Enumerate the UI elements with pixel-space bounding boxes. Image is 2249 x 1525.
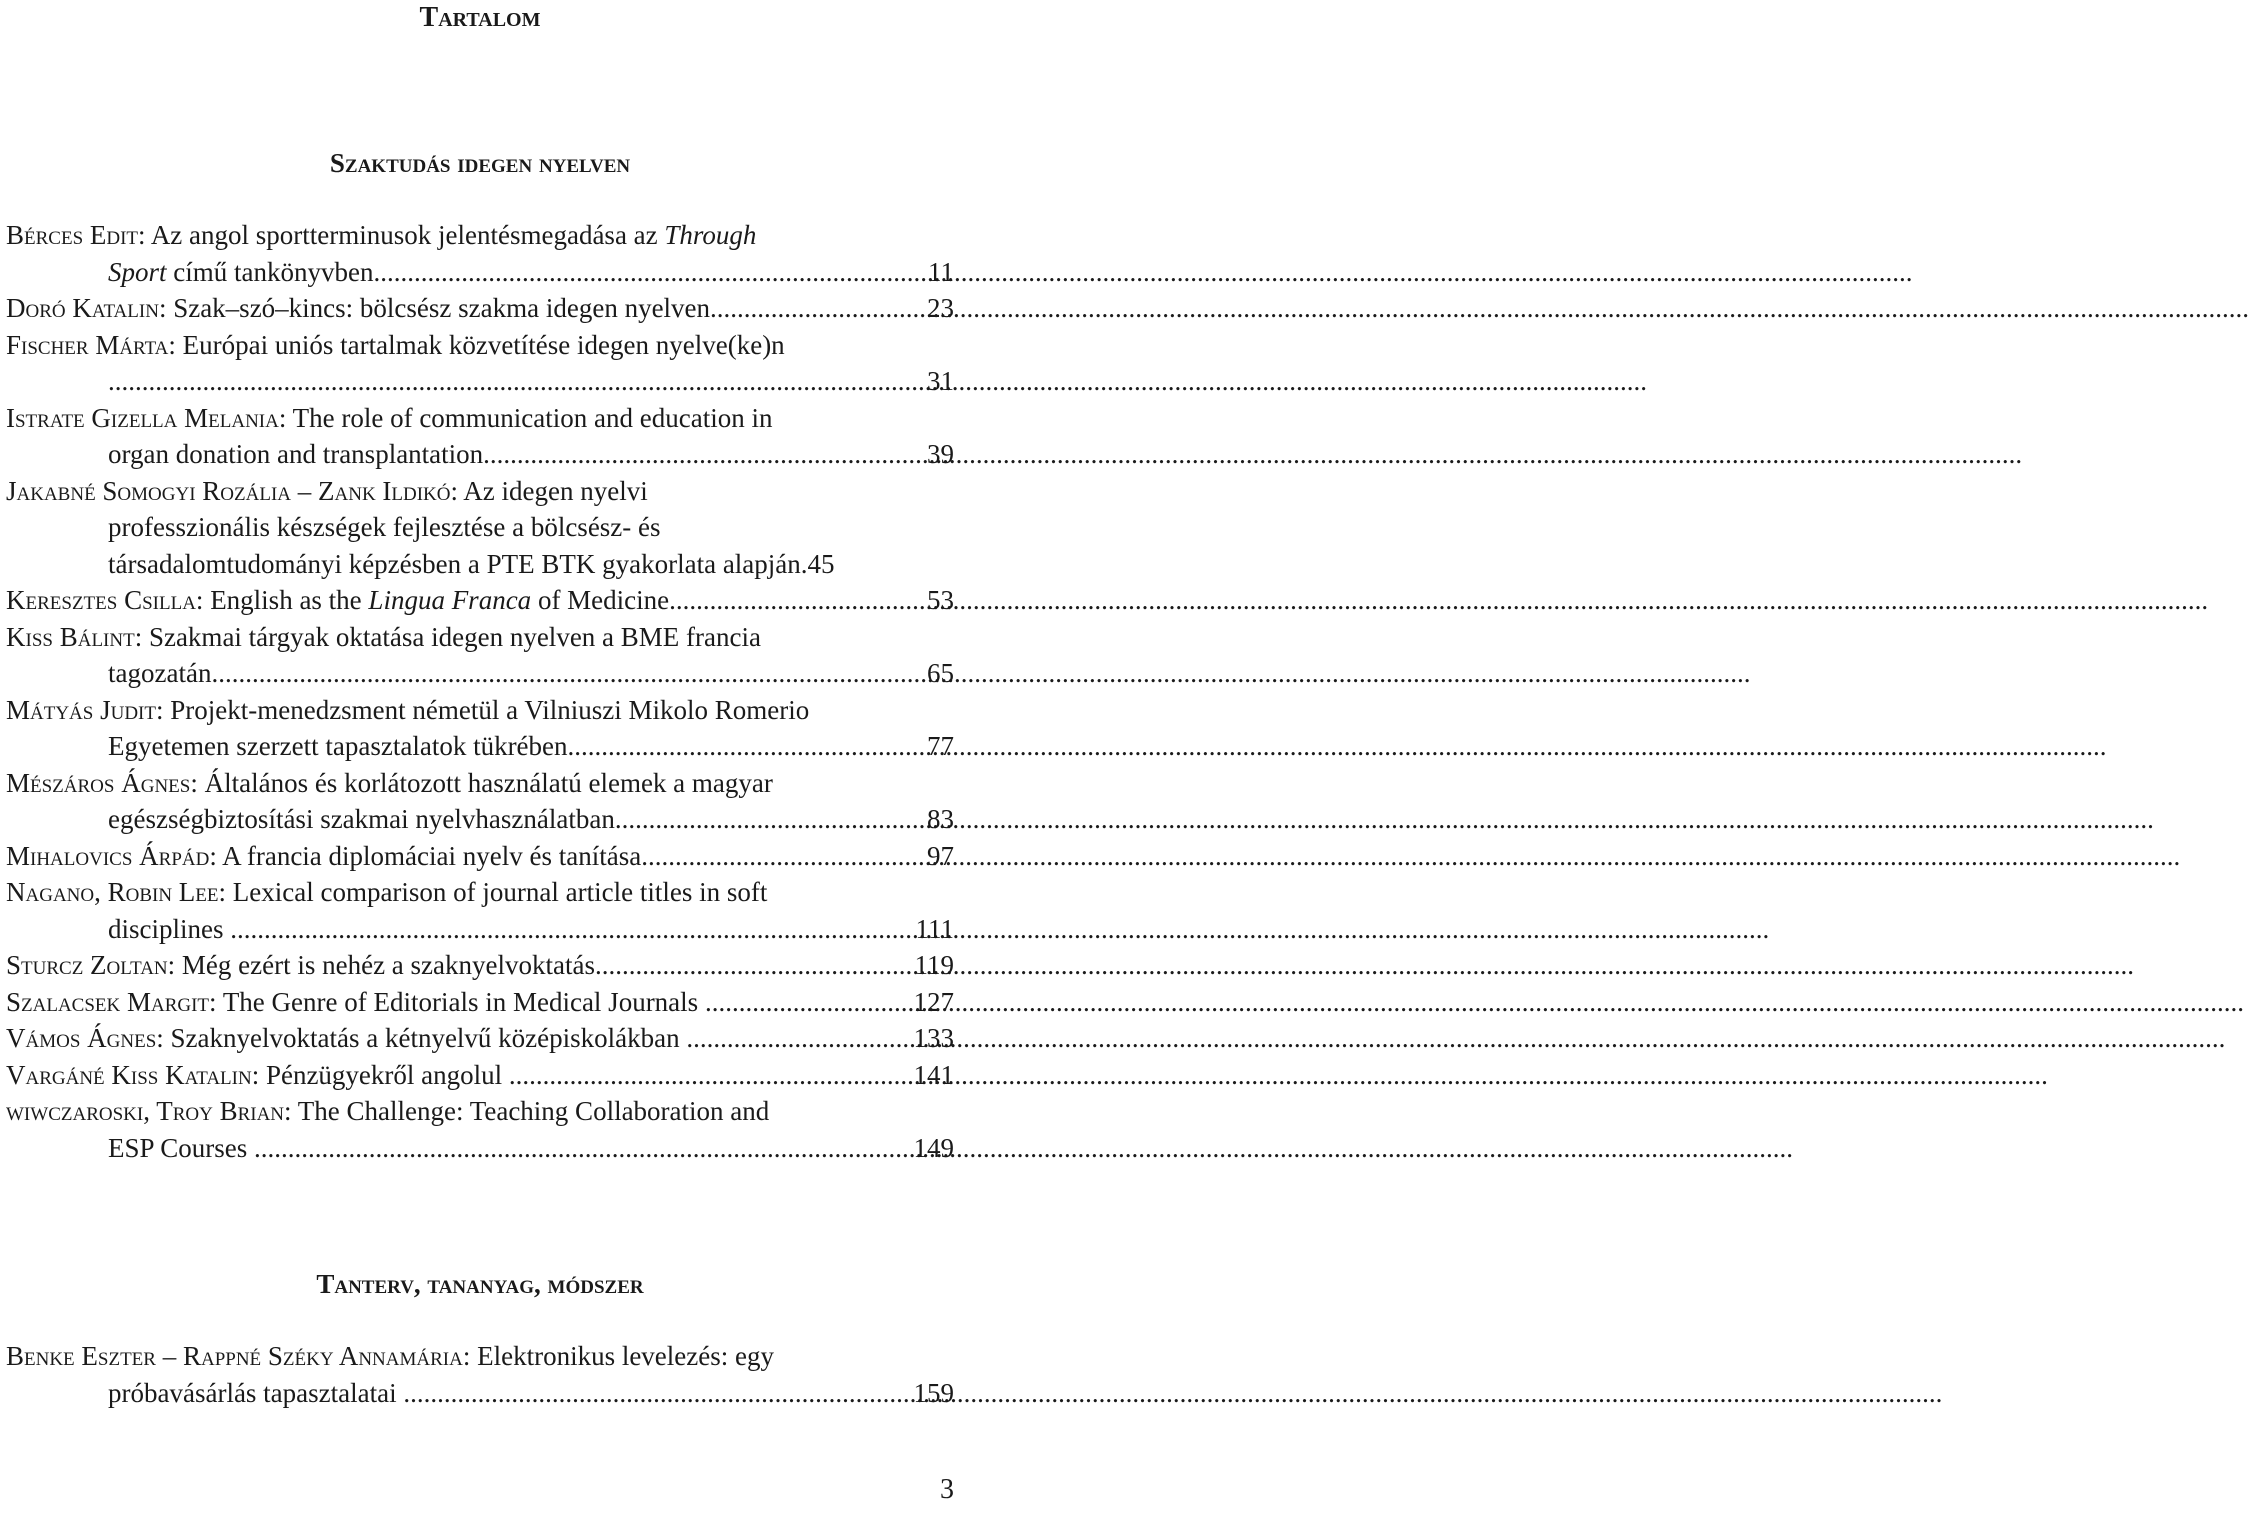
entry-author: Mészáros Ágnes: [6,767,198,798]
entry-title: Elektronikus levelezés: egy [477,1341,774,1371]
dot-leader [483,436,927,473]
dot-leader [568,728,927,765]
toc-entry-vargane [6,1057,954,1094]
toc-entry-benke-cont [6,1375,954,1412]
dot-leader [686,1020,913,1057]
entry-page: 141 [913,1059,954,1090]
entry-author: wiwczaroski, Troy Brian: [6,1096,292,1126]
entry-author: Istrate Gizella Melania: [6,402,287,433]
entry-page: 83 [927,804,954,834]
toc-entry-fischer [6,327,954,364]
toc-entry-jakabne-cont2 [6,546,954,583]
entry-title: The Genre of Editorials in Medical Journals [222,986,705,1017]
toc-entry-szalacsek [6,984,954,1021]
entry-author: Vámos Ágnes: [6,1023,164,1053]
dot-leader [595,947,915,984]
dot-leader [230,911,915,948]
entry-title: Még ezért is nehéz a szaknyelvoktatás [181,950,595,980]
entry-title: Projekt-menedzsment németül a Vilniuszi Mikolo Romerio [170,694,810,725]
entry-title: Szaknyelvoktatás a kétnyelvű középiskolákban [170,1023,687,1053]
entry-title: Pénzügyekről angolul [265,1059,509,1090]
entry-page: 39 [927,439,954,469]
entry-title: Lexical comparison of journal article titles in soft [232,877,768,907]
page-title: Tartalom [419,2,541,33]
entry-author: Mátyás Judit: [6,694,164,725]
dot-leader [211,655,927,692]
toc-entry-sturcz [6,947,954,984]
toc-entry-doro [6,290,954,327]
entry-title: Az idegen nyelvi [463,475,648,506]
entry-title: of Medicine [531,585,670,615]
dot-leader [108,363,927,400]
entry-page: 149 [913,1132,954,1163]
entry-title: Egyetemen szerzett tapasztalatok tükrében [108,731,568,761]
toc-entry-keresztes [6,582,954,619]
entry-page: 97 [927,840,954,871]
entry-author: Nagano, Robin Lee: [6,877,227,907]
toc-section-1 [6,217,954,1166]
dot-leader [615,801,927,838]
entry-title: Általános és korlátozott használatú elemek a magyar [204,767,773,798]
toc-entry-wiwczaroski [6,1093,954,1130]
dot-leader [373,254,928,291]
toc-entry-wiwczaroski-cont [6,1130,954,1167]
entry-page: 77 [927,731,954,761]
entry-page: 159 [913,1377,954,1408]
entry-page: 111 [915,913,954,944]
entry-title: próbavásárlás tapasztalatai [108,1377,404,1408]
toc-entry-berces [6,217,954,254]
entry-page: 11 [928,256,954,287]
entry-author: Keresztes Csilla: [6,585,204,615]
dot-leader [641,838,927,875]
toc-entry-matyas-cont [6,728,954,765]
dot-leader [509,1057,914,1094]
entry-author: Fischer Márta: [6,329,176,360]
entry-page: 133 [913,1023,954,1053]
toc-entry-kiss [6,619,954,656]
entry-author: Szalacsek Margit: [6,986,217,1017]
entry-author: Jakabné Somogyi Rozália – Zank Ildikó: [6,475,458,506]
entry-page: 127 [913,986,954,1017]
toc-entry-istrate [6,400,954,437]
entry-page: 45 [807,548,835,579]
entry-author: Sturcz Zoltan: [6,950,176,980]
entry-title: organ donation and transplantation [108,439,484,469]
toc-entry-jakabne [6,473,954,510]
toc-entry-jakabne-cont1 [6,509,954,546]
entry-title: Szakmai tárgyak oktatása idegen nyelven a BME francia [148,621,761,652]
entry-title: professzionális készségek fejlesztése a bölcsész- és [108,512,661,542]
entry-title: A francia diplomáciai nyelv és tanítása [222,840,642,871]
section-title-1: Szaktudás idegen nyelven [329,148,631,178]
entry-title: The role of communication and education in [292,402,773,433]
entry-page: 31 [927,366,954,396]
entry-page: 53 [927,585,954,615]
entry-title: The Challenge: Teaching Collaboration and [297,1096,770,1126]
dot-leader [710,290,927,327]
toc-entry-fischer-cont [6,363,954,400]
toc-entry-matyas [6,692,954,729]
dot-leader [254,1130,913,1167]
entry-title-italic: Lingua Franca [368,585,532,615]
entry-title: társadalomtudományi képzésben a PTE BTK gyakorlata alapján. [108,548,808,579]
entry-page: 23 [927,293,954,323]
entry-page: 65 [927,658,954,688]
toc-entry-istrate-cont [6,436,954,473]
toc-entry-nagano-cont [6,911,954,948]
toc-entry-vamos [6,1020,954,1057]
entry-author: Benke Eszter – Rappné Széky Annamária: [6,1341,471,1371]
toc-entry-meszaros [6,765,954,802]
section-title-2: Tanterv, tananyag, módszer [316,1269,644,1299]
entry-title: English as the [210,585,369,615]
entry-author: Kiss Bálint: [6,621,143,652]
entry-title-italic: Sport [108,256,167,287]
toc-entry-meszaros-cont [6,801,954,838]
entry-title-italic: Through [664,220,757,250]
toc-entry-mihalovics [6,838,954,875]
entry-page: 119 [914,950,954,980]
entry-author: Doró Katalin: [6,293,167,323]
entry-author: Bérces Edit: [6,220,146,250]
toc-section-2 [6,1338,954,1411]
entry-author: Mihalovics Árpád: [6,840,217,871]
toc-entry-nagano [6,874,954,911]
entry-title: tagozatán [108,658,212,688]
entry-title: Az angol sportterminusok jelentésmegadása az [150,220,665,250]
page-number: 3 [940,1474,954,1505]
entry-title: című tankönyvben [166,256,374,287]
entry-title: Európai uniós tartalmak közvetítése idegen nyelve(ke)n [182,329,785,360]
entry-title: ESP Courses [108,1132,255,1163]
dot-leader [403,1375,913,1412]
toc-entry-kiss-cont [6,655,954,692]
entry-title: egészségbiztosítási szakmai nyelvhasználatban [108,804,615,834]
entry-title: Szak–szó–kincs: bölcsész szakma idegen nyelven [173,293,711,323]
entry-title: disciplines [108,913,231,944]
toc-entry-benke [6,1338,954,1375]
toc-entry-berces-cont [6,254,954,291]
dot-leader [705,984,914,1021]
dot-leader [669,582,927,619]
entry-author: Vargáné Kiss Katalin: [6,1059,260,1090]
